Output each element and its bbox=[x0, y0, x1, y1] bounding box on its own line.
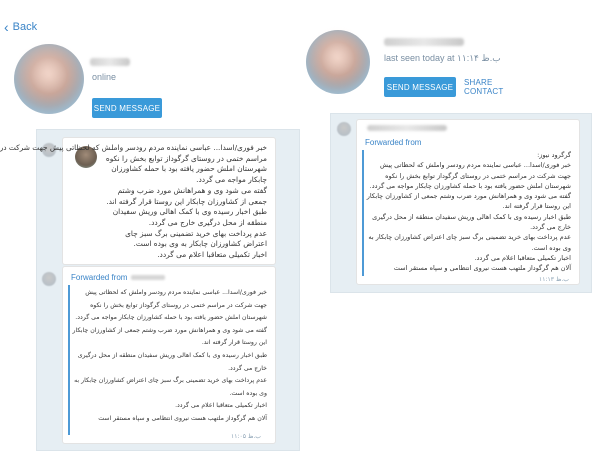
avatar bbox=[14, 44, 84, 114]
forwarded-message-text: گرگرود نیوز: خبر فوری/اسدا... عباسی نماینده مردم رودسر واملش که لحظاتی پیش جهت شرکت در مراسم ختمی در روستای گرگوداز توابع بخش را نکوه شهرستان املش حضور یافته بود با حمله کشاورزان چابکار مواجه می گردد. گفته می شود وی و همراهانش مورد ضرب وشتم جمعی از کشاورزان چابکار این روستا قرار گرفته اند. طبق اخبار رسیده وی با کمک اهالی وریش سفیدان منطقه از محل درگیری خارج می گردد. عدم پرداخت بهای خرید تضمینی برگ سبز چای اعتراض کشاورزان چابکار به وی بوده است. اخبار تکمیلی متعاقبا اعلام می گردد. آلان هم گرگوداز ملتهب هست نیروی انتظامی و سپاه مستقر است bbox=[366, 151, 571, 273]
send-message-button[interactable]: SEND MESSAGE bbox=[92, 98, 162, 118]
contact-name-redacted bbox=[90, 58, 130, 66]
avatar bbox=[306, 30, 370, 94]
sender-avatar-small bbox=[42, 272, 56, 286]
online-status: online bbox=[92, 72, 117, 82]
message-timestamp: ب.ظ ۱۱:۱۳ bbox=[539, 276, 569, 283]
message-timestamp: ب.ظ ۱۱:۰۵ bbox=[231, 433, 261, 440]
contact-name-redacted bbox=[384, 38, 464, 46]
send-message-button[interactable]: SEND MESSAGE bbox=[384, 77, 456, 97]
share-contact-button[interactable]: SHARE CONTACT bbox=[464, 78, 504, 96]
forwarded-message-text: خبر فوری/اسدا... عباسی نماینده مردم رودسر واملش که لحظاتی پیش جهت شرکت در مراسم ختمی در روستای گرگوداز توابع بخش را نکوه شهرستان املش حضور یافته بود با حمله کشاورزان چابکار مواجه می گردد. گفته می شود وی و همراهانش مورد ضرب وشتم جمعی از کشاورزان چابکار این روستا قرار گرفته اند. طبق اخبار رسیده وی با کمک اهالی وریش سفیدان منطقه از محل درگیری خارج می گردد. عدم پرداخت بهای خرید تضمینی برگ سبز چای اعتراض کشاورزان چابکار به وی بوده است. اخبار تکمیلی متعاقبا اعلام می گردد. آلان هم گرگوداز ملتهب هست نیروی انتظامی و سپاه مستقر است bbox=[72, 289, 267, 422]
forwarded-from-label: Forwarded from bbox=[365, 138, 422, 147]
forwarded-source-redacted bbox=[131, 275, 165, 280]
forward-indicator-bar bbox=[362, 150, 364, 276]
forwarded-source-redacted bbox=[367, 125, 447, 131]
back-button[interactable] bbox=[4, 20, 37, 34]
message-bubble-original bbox=[0, 137, 276, 265]
forwarded-from-label: Forwarded from bbox=[71, 273, 165, 282]
message-bubble-forwarded bbox=[62, 266, 276, 444]
back-label: Back bbox=[12, 21, 38, 33]
sender-avatar-small bbox=[337, 122, 351, 136]
original-message-text: خبر فوری/اسدا... عباسی نماینده مردم رودسر واملش که لحظاتی پیش جهت شرکت در مراسم ختمی در روستای گرگوداز توابع بخش را نکوه شهرستان املش حضور یافته بود با حمله کشاورزان چابکار مواجه می گردد. گفته می شود وی و همراهانش مورد ضرب وشتم جمعی از کشاورزان چابکار این روستا قرار گرفته اند. طبق اخبار رسیده وی با کمک اهالی وریش سفیدان منطقه از محل درگیری خارج می گردد. عدم پرداخت بهای خرید تضمینی برگ سبز چای اعتراض کشاورزان چابکار به وی بوده است. اخبار تکمیلی متعاقبا اعلام می گردد. bbox=[0, 143, 267, 260]
forward-indicator-bar bbox=[68, 285, 70, 435]
message-bubble-forwarded bbox=[356, 119, 580, 285]
chevron-left-icon: ‹ bbox=[4, 19, 9, 35]
last-seen-status: last seen today at ۱۱:۱۴ ب.ظ bbox=[384, 53, 501, 63]
